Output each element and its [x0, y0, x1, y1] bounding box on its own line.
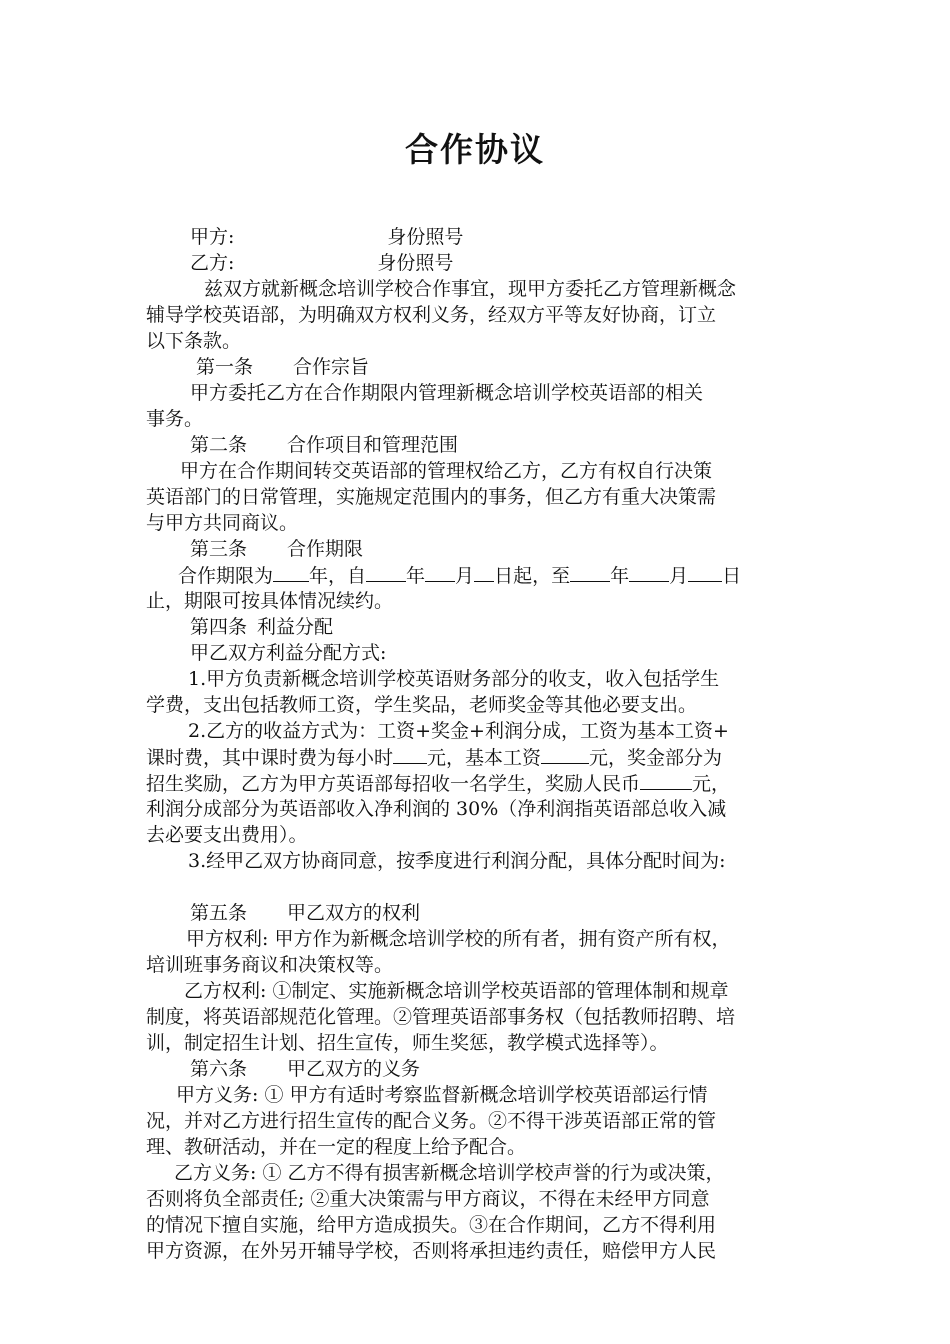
- paragraph-line: 去必要支出费用）。: [146, 824, 308, 846]
- blank-field: [629, 562, 669, 582]
- paragraph-line: 3.经甲乙双方协商同意，按季度进行利润分配，具体分配时间为:: [188, 850, 726, 872]
- article-6-heading: 第六条 甲乙双方的义务: [190, 1058, 421, 1080]
- article-5-heading: 第五条 甲乙双方的权利: [190, 902, 421, 924]
- article-3-heading: 第三条 合作期限: [190, 538, 364, 560]
- paragraph-line: 甲乙双方利益分配方式:: [190, 642, 387, 664]
- paragraph-line: 甲方义务: ① 甲方有适时考察监督新概念培训学校英语部运行情: [176, 1084, 708, 1106]
- paragraph-line: 训，制定招生计划、招生宣传，师生奖惩，教学模式选择等）。: [146, 1032, 669, 1054]
- blank-field: [570, 562, 610, 582]
- paragraph-line: 2.乙方的收益方式为：工资+奖金+利润分成，工资为基本工资+: [188, 720, 729, 742]
- paragraph-line: 甲方在合作期间转交英语部的管理权给乙方，乙方有权自行决策: [180, 460, 713, 482]
- document-title: 合作协议: [405, 130, 545, 169]
- blank-field: [541, 744, 589, 764]
- article-4-heading: 第四条 利益分配: [190, 616, 334, 638]
- document-body: [146, 224, 814, 1264]
- paragraph-line: 英语部门的日常管理，实施规定范围内的事务，但乙方有重大决策需: [146, 486, 717, 508]
- party-b-line: [146, 250, 814, 276]
- blank-field: [640, 770, 692, 790]
- paragraph-line: 甲方资源，在外另开辅导学校，否则将承担违约责任，赔偿甲方人民: [146, 1240, 717, 1262]
- party-a-line: [146, 224, 814, 250]
- paragraph-line: 的情况下擅自实施，给甲方造成损失。③在合作期间，乙方不得利用: [146, 1214, 717, 1236]
- blank-line: [146, 874, 814, 900]
- paragraph-line: 招生奖励，乙方为甲方英语部每招收一名学生，奖励人民币 元，: [146, 770, 814, 796]
- paragraph-line: 制度，将英语部规范化管理。②管理英语部事务权（包括教师招聘、培: [146, 1006, 736, 1028]
- paragraph-line: 乙方义务: ① 乙方不得有损害新概念培训学校声誉的行为或决策，: [174, 1162, 725, 1184]
- paragraph-line: 止，期限可按具体情况续约。: [146, 590, 394, 612]
- paragraph-line: 课时费，其中课时费为每小时 元，基本工资 元，奖金部分为: [146, 744, 814, 770]
- paragraph-line: 乙方权利: ①制定、实施新概念培训学校英语部的管理体制和规章: [184, 980, 729, 1002]
- paragraph-line: 甲方委托乙方在合作期限内管理新概念培训学校英语部的相关: [190, 382, 704, 404]
- paragraph-line: 学费，支出包括教师工资，学生奖品，老师奖金等其他必要支出。: [146, 694, 698, 716]
- paragraph-line: 培训班事务商议和决策权等。: [146, 954, 394, 976]
- party-a-id-label: 身份照号: [387, 226, 464, 248]
- blank-field: [393, 744, 427, 764]
- party-a-label: 甲方:: [190, 226, 235, 248]
- blank-field: [425, 562, 455, 582]
- paragraph-line: 兹双方就新概念培训学校合作事宜，现甲方委托乙方管理新概念: [204, 278, 737, 300]
- blank-field: [688, 562, 722, 582]
- party-b-id-label: 身份照号: [377, 252, 454, 274]
- article-1-heading: 第一条 合作宗旨: [196, 356, 370, 378]
- party-b-label: 乙方:: [190, 252, 235, 274]
- blank-field: [273, 562, 309, 582]
- term-line: 合作期限为 年，自 年 月 日起，至 年 月 日: [146, 562, 814, 588]
- paragraph-line: 甲方权利: 甲方作为新概念培训学校的所有者，拥有资产所有权，: [186, 928, 731, 950]
- paragraph-line: 辅导学校英语部，为明确双方权利义务，经双方平等友好协商，订立: [146, 304, 717, 326]
- paragraph-line: 利润分成部分为英语部收入净利润的 30%（净利润指英语部总收入减: [146, 798, 727, 820]
- article-2-heading: 第二条 合作项目和管理范围: [190, 434, 459, 456]
- blank-field: [474, 562, 494, 582]
- paragraph-line: 与甲方共同商议。: [146, 512, 299, 534]
- blank-field: [366, 562, 406, 582]
- paragraph-line: 以下条款。: [146, 330, 242, 352]
- paragraph-line: 事务。: [146, 408, 204, 430]
- paragraph-line: 理、教研活动，并在一定的程度上给予配合。: [146, 1136, 527, 1158]
- paragraph-line: 况，并对乙方进行招生宣传的配合义务。②不得干涉英语部正常的管: [146, 1110, 717, 1132]
- paragraph-line: 否则将负全部责任; ②重大决策需与甲方商议，不得在未经甲方同意: [146, 1188, 710, 1210]
- paragraph-line: 1.甲方负责新概念培训学校英语财务部分的收支，收入包括学生: [188, 668, 720, 690]
